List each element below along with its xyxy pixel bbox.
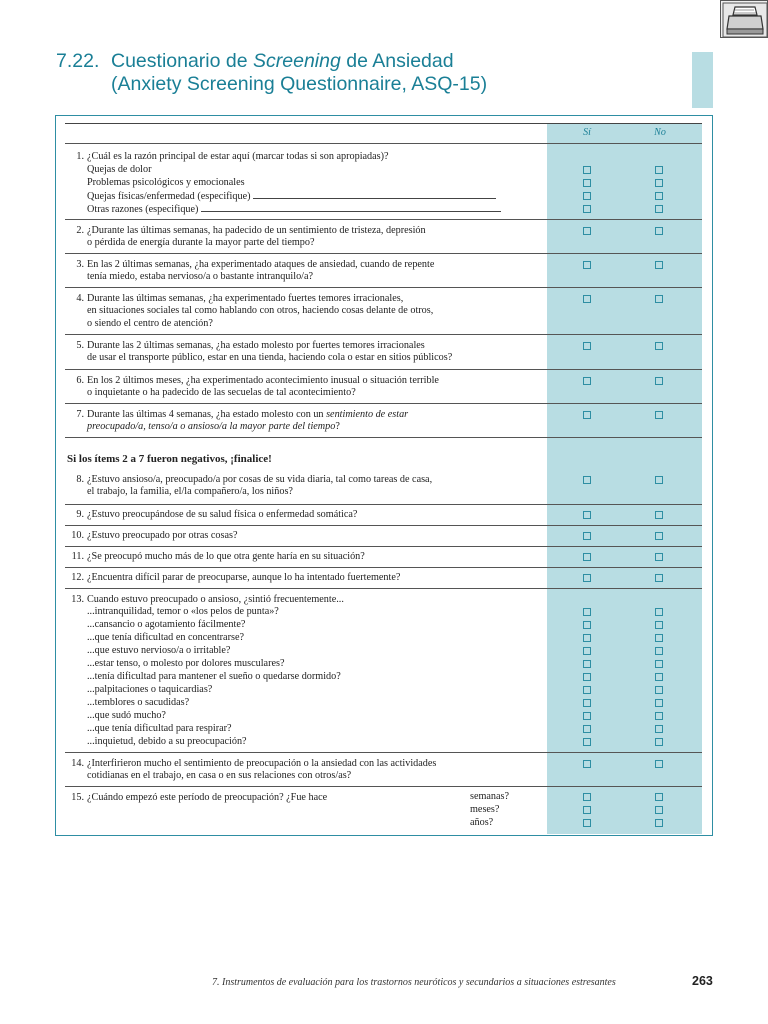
checkbox-no[interactable] [655,261,663,269]
checkbox-no[interactable] [655,634,663,642]
question-number: 9. [76,509,84,520]
question-text: o inquietante o ha padecido de las secuelas de tal acontecimiento? [87,387,356,398]
question-number: 10. [71,530,84,541]
checkbox-no[interactable] [655,738,663,746]
question-5 [65,334,702,369]
checkbox-si[interactable] [583,760,591,768]
question-number: 4. [76,293,84,304]
question-1 [65,143,702,219]
sidebar-color-bar [692,52,713,108]
checkbox-no[interactable] [655,608,663,616]
question-text: ¿Cuándo empezó este período de preocupación? ¿Fue hace [87,792,328,803]
checkbox-si[interactable] [583,738,591,746]
question-text: Durante las últimas semanas, ¿ha experimentado fuertes temores irracionales, [87,293,404,304]
question-number: 5. [76,340,84,351]
question-text: ¿Cuál es la razón principal de estar aquí (marcar todas si son apropiadas)? [87,151,389,162]
option-label: ...tenía dificultad para mantener el sueño o quedarse dormido? [87,671,341,682]
checkbox-no[interactable] [655,725,663,733]
question-9 [65,504,702,525]
question-number: 2. [76,225,84,236]
checkbox-si[interactable] [583,634,591,642]
checkbox-si[interactable] [583,179,591,187]
checkbox-no[interactable] [655,476,663,484]
title-post: de Ansiedad [340,50,454,72]
question-15 [65,786,702,832]
instruction-text: Si los ítems 2 a 7 fueron negativos, ¡finalice! [67,453,272,465]
question-8 [65,469,702,504]
checkbox-si[interactable] [583,793,591,801]
question-text: Cuando estuvo preocupado o ansioso, ¿sintió frecuentemente... [87,594,344,605]
unit-label: años? [470,817,494,828]
question-text: ¿Durante las últimas semanas, ha padecido de un sentimiento de tristeza, depresión [87,225,426,236]
question-13 [65,588,702,752]
checkbox-no[interactable] [655,377,663,385]
checkbox-si[interactable] [583,673,591,681]
checkbox-si[interactable] [583,621,591,629]
question-number: 11. [71,551,84,562]
title-italic: Screening [253,50,341,72]
checkbox-no[interactable] [655,647,663,655]
option-label: Quejas de dolor [87,164,152,175]
checkbox-si[interactable] [583,511,591,519]
option-label: ...que tenía dificultad para respirar? [87,723,232,734]
unit-label: meses? [470,804,500,815]
checkbox-si[interactable] [583,699,591,707]
checkbox-no[interactable] [655,532,663,540]
checkbox-si[interactable] [583,227,591,235]
checkbox-si[interactable] [583,686,591,694]
question-7 [65,403,702,437]
question-number: 8. [76,474,84,485]
option-label: ...que sudó mucho? [87,710,166,721]
question-number: 13. [71,594,84,605]
option-label: ...palpitaciones o taquicardias? [87,684,213,695]
checkbox-no[interactable] [655,553,663,561]
question-text: Durante las últimas 4 semanas, ¿ha estado molesto con un sentimiento de estar [87,409,409,420]
checkbox-no[interactable] [655,179,663,187]
option-label: ...que estuvo nervioso/a o irritable? [87,645,231,656]
checkbox-si[interactable] [583,192,591,200]
question-2 [65,219,702,253]
checkbox-no[interactable] [655,686,663,694]
checkbox-no[interactable] [655,342,663,350]
question-text: o pérdida de energía durante la mayor parte del tiempo? [87,237,315,248]
checkbox-no[interactable] [655,574,663,582]
header-rule [65,123,702,124]
question-number: 12. [71,572,84,583]
question-text: cotidianas en el trabajo, en casa o en sus relaciones con otros/as? [87,770,352,781]
option-label: ...inquietud, debido a su preocupación? [87,736,247,747]
checkbox-no[interactable] [655,819,663,827]
option-label: ...cansancio o agotamiento fácilmente? [87,619,246,630]
checkbox-si[interactable] [583,712,591,720]
question-text: ¿Se preocupó mucho más de lo que otra gente haría en su situación? [87,551,365,562]
unit-label: semanas? [470,791,510,802]
checkbox-si[interactable] [583,608,591,616]
question-4 [65,287,702,334]
question-14 [65,752,702,786]
section-number: 7.22. [56,50,100,72]
checkbox-si[interactable] [583,205,591,213]
checkbox-no[interactable] [655,793,663,801]
question-text: Durante las 2 últimas semanas, ¿ha estado molesto por fuertes temores irracionales [87,340,425,351]
option-label: ...temblores o sacudidas? [87,697,190,708]
question-6 [65,369,702,403]
question-text: ¿Interfirieron mucho el sentimiento de preocupación o la ansiedad con las actividades [87,758,437,769]
checkbox-si[interactable] [583,725,591,733]
checkbox-si[interactable] [583,819,591,827]
checkbox-no[interactable] [655,806,663,814]
option-label: ...estar tenso, o molesto por dolores musculares? [87,658,285,669]
question-text: ¿Estuvo preocupándose de su salud física o enfermedad somática? [87,509,358,520]
title-pre: Cuestionario de [111,50,254,72]
question-number: 15. [71,792,84,803]
checkbox-no[interactable] [655,511,663,519]
checkbox-si[interactable] [583,166,591,174]
checkbox-si[interactable] [583,660,591,668]
checkbox-no[interactable] [655,760,663,768]
question-number: 14. [71,758,84,769]
question-text: En las 2 últimas semanas, ¿ha experimentado ataques de ansiedad, cuando de repente [87,259,435,270]
checkbox-si[interactable] [583,806,591,814]
option-label: ...intranquilidad, temor o «los pelos de punta»? [87,606,279,617]
checkbox-no[interactable] [655,660,663,668]
option-label: Quejas físicas/enfermedad (especifique) [87,190,496,203]
question-text: ¿Estuvo preocupado por otras cosas? [87,530,238,541]
option-label: Problemas psicológicos y emocionales [87,177,245,188]
checkbox-si[interactable] [583,295,591,303]
checkbox-si[interactable] [583,411,591,419]
checkbox-si[interactable] [583,574,591,582]
question-12 [65,567,702,588]
page-number: 263 [692,974,713,988]
question-text: ¿Estuvo ansioso/a, preocupado/a por cosas de su vida diaria, tal como tareas de casa, [87,474,433,485]
question-number: 3. [76,259,84,270]
checkbox-no[interactable] [655,411,663,419]
checkbox-no[interactable] [655,227,663,235]
checkbox-si[interactable] [583,261,591,269]
checkbox-si[interactable] [583,647,591,655]
question-3 [65,253,702,287]
question-10 [65,525,702,546]
option-label: Otras razones (especifique) [87,203,501,216]
checkbox-si[interactable] [583,342,591,350]
checkbox-no[interactable] [655,166,663,174]
question-number: 1. [76,151,84,162]
checkbox-si[interactable] [583,476,591,484]
question-text: en situaciones sociales tal como hablando con otros, haciendo cosas delante de otros, [87,305,434,316]
checkbox-no[interactable] [655,192,663,200]
checkbox-si[interactable] [583,377,591,385]
page-title [56,50,686,96]
checkbox-no[interactable] [655,205,663,213]
checkbox-no[interactable] [655,621,663,629]
option-label: ...que tenía dificultad en concentrarse? [87,632,244,643]
question-text: o siendo el centro de atención? [87,318,213,329]
question-number: 7. [76,409,84,420]
checkbox-no[interactable] [655,673,663,681]
column-header-no: No [654,127,666,138]
question-number: 6. [76,375,84,386]
footer-text: 7. Instrumentos de evaluación para los trastornos neuróticos y secundarios a situaciones estresantes [212,977,616,988]
question-text: En los 2 últimos meses, ¿ha experimentado acontecimiento inusual o situación terrible [87,375,439,386]
question-text: de usar el transporte público, estar en una tienda, haciendo cola o estar en sitios públicos? [87,352,453,363]
column-header-si: Sí [583,127,591,138]
checkbox-si[interactable] [583,553,591,561]
question-text: ¿Encuentra difícil parar de preocuparse, aunque lo ha intentado fuertemente? [87,572,401,583]
checkbox-no[interactable] [655,712,663,720]
checkbox-no[interactable] [655,295,663,303]
title-line2: (Anxiety Screening Questionnaire, ASQ-15) [111,73,488,95]
checkbox-si[interactable] [583,532,591,540]
printer-icon[interactable] [720,0,768,38]
question-11 [65,546,702,567]
question-text: preocupado/a, tenso/a o ansioso/a la mayor parte del tiempo? [87,421,340,432]
question-text: el trabajo, la familia, el/la compañero/a, los niños? [87,486,293,497]
question-text: tenía miedo, estaba nervioso/a o bastante intranquilo/a? [87,271,314,282]
checkbox-no[interactable] [655,699,663,707]
